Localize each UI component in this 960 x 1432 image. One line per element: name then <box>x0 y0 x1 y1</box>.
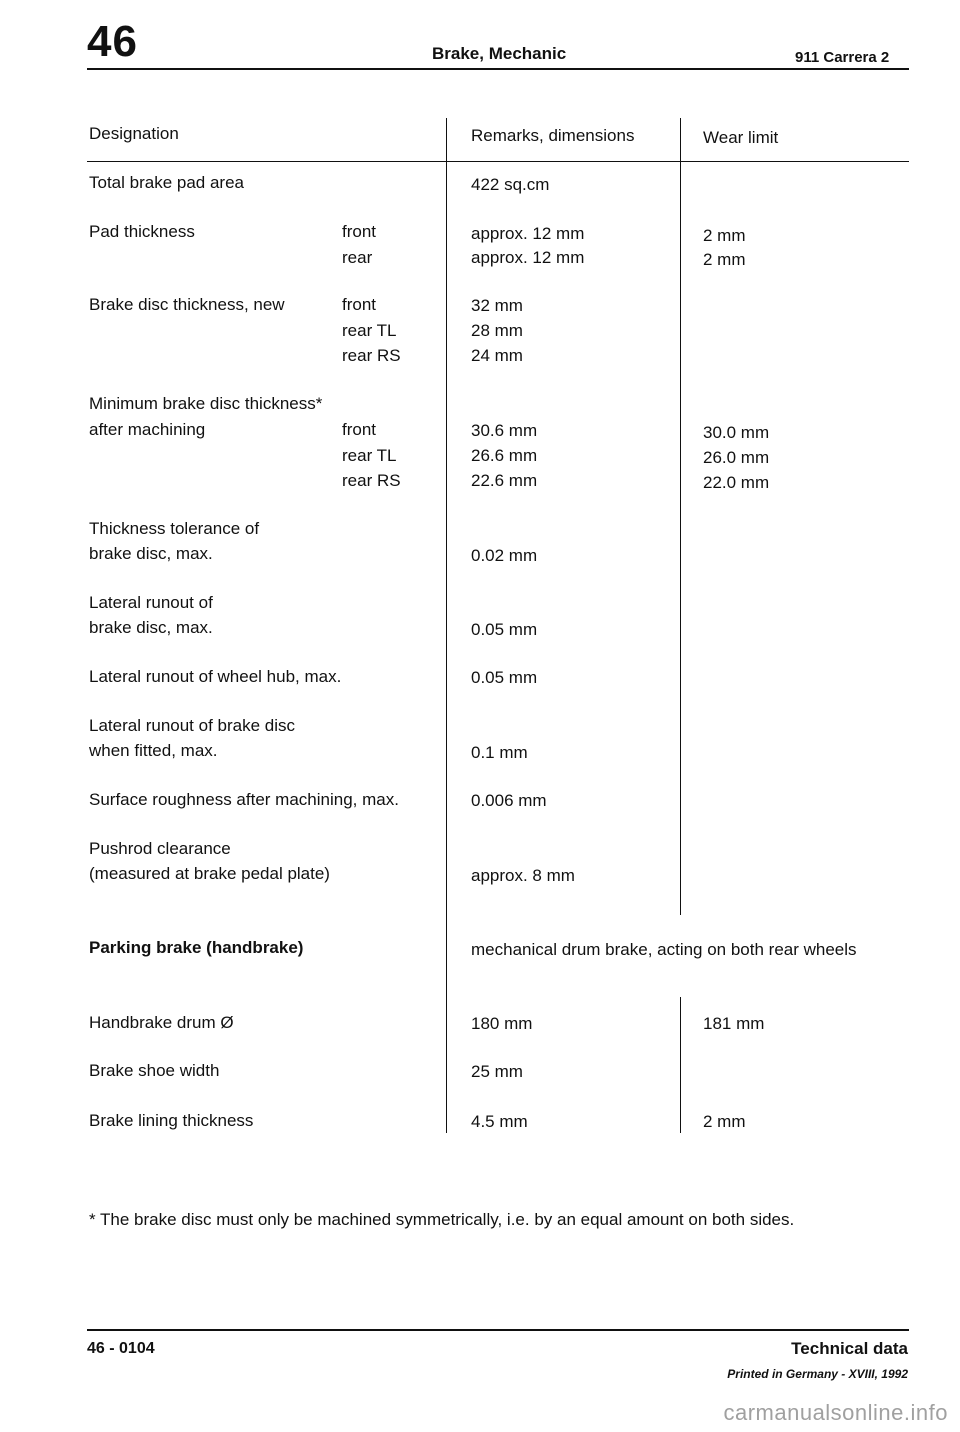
page-id: 46 - 0104 <box>87 1340 155 1357</box>
page-title: Brake, Mechanic <box>432 44 567 63</box>
position-rear-tl: rear TL <box>342 446 397 465</box>
row-label-pad-thickness: Pad thickness <box>89 222 195 241</box>
column-divider-remarks <box>446 118 447 1133</box>
column-header-designation: Designation <box>89 124 179 143</box>
footer-rule <box>87 1329 909 1331</box>
row-value-brake-lining-thickness: 4.5 mm <box>471 1112 528 1131</box>
wear-limit-pad-rear: 2 mm <box>703 250 746 269</box>
row-label-lateral-runout-hub: Lateral runout of wheel hub, max. <box>89 667 342 686</box>
row-value-min-disc-rear-rs: 22.6 mm <box>471 471 538 490</box>
column-header-remarks: Remarks, dimensions <box>471 126 635 145</box>
row-label-min-disc-thickness: Minimum brake disc thickness* <box>89 394 323 413</box>
row-value-min-disc-rear-tl: 26.6 mm <box>471 446 538 465</box>
section-number: 46 <box>87 17 138 66</box>
row-label-total-pad-area: Total brake pad area <box>89 173 244 192</box>
row-value-total-pad-area: 422 sq.cm <box>471 175 550 194</box>
column-divider-wear-lower <box>680 997 681 1133</box>
row-label-brake-shoe-width: Brake shoe width <box>89 1061 220 1080</box>
position-front: front <box>342 295 377 314</box>
wear-limit-min-disc-rear-rs: 22.0 mm <box>703 473 770 492</box>
position-rear: rear <box>342 248 373 267</box>
row-value-disc-new-rear-rs: 24 mm <box>471 346 523 365</box>
row-value-lateral-runout-disc: 0.05 mm <box>471 620 538 639</box>
position-rear-tl: rear TL <box>342 321 397 340</box>
position-front: front <box>342 420 377 439</box>
row-value-thickness-tolerance: 0.02 mm <box>471 546 538 565</box>
row-label-disc-thickness-new: Brake disc thickness, new <box>89 295 285 314</box>
position-front: front <box>342 222 377 241</box>
row-value-disc-new-front: 32 mm <box>471 296 523 315</box>
wear-limit-min-disc-rear-tl: 26.0 mm <box>703 448 770 467</box>
column-divider-wear-upper <box>680 118 681 915</box>
row-label-handbrake-drum: Handbrake drum Ø <box>89 1013 234 1032</box>
column-header-wear-limit: Wear limit <box>703 128 779 147</box>
wear-limit-pad-front: 2 mm <box>703 226 746 245</box>
row-label-min-disc-thickness-line2: after machining <box>89 420 206 439</box>
row-value-handbrake-drum: 180 mm <box>471 1014 533 1033</box>
row-value-pad-rear: approx. 12 mm <box>471 248 585 267</box>
row-label-lateral-runout-fitted-line2: when fitted, max. <box>89 741 218 760</box>
row-value-lateral-runout-fitted: 0.1 mm <box>471 743 528 762</box>
row-value-pushrod-clearance: approx. 8 mm <box>471 866 575 885</box>
row-value-lateral-runout-hub: 0.05 mm <box>471 668 538 687</box>
table-header-rule <box>87 161 909 162</box>
watermark: carmanualsonline.info <box>723 1400 948 1425</box>
position-rear-rs: rear RS <box>342 346 401 365</box>
row-label-pushrod-clearance-line2: (measured at brake pedal plate) <box>89 864 330 883</box>
wear-limit-handbrake-drum: 181 mm <box>703 1014 765 1033</box>
row-label-lateral-runout-fitted: Lateral runout of brake disc <box>89 716 296 735</box>
row-value-min-disc-front: 30.6 mm <box>471 421 538 440</box>
row-value-pad-front: approx. 12 mm <box>471 224 585 243</box>
row-label-lateral-runout-disc: Lateral runout of <box>89 593 213 612</box>
wear-limit-brake-lining-thickness: 2 mm <box>703 1112 746 1131</box>
row-label-surface-roughness: Surface roughness after machining, max. <box>89 790 399 809</box>
row-value-parking-brake: mechanical drum brake, acting on both rear wheels <box>471 940 857 959</box>
row-label-lateral-runout-disc-line2: brake disc, max. <box>89 618 213 637</box>
row-label-thickness-tolerance-line2: brake disc, max. <box>89 544 213 563</box>
row-label-parking-brake: Parking brake (handbrake) <box>89 938 304 957</box>
row-label-pushrod-clearance: Pushrod clearance <box>89 839 231 858</box>
row-value-surface-roughness: 0.006 mm <box>471 791 547 810</box>
row-value-disc-new-rear-tl: 28 mm <box>471 321 523 340</box>
footer-section: Technical data <box>791 1339 908 1358</box>
printed-note: Printed in Germany - XVIII, 1992 <box>727 1367 908 1381</box>
row-label-brake-lining-thickness: Brake lining thickness <box>89 1111 254 1130</box>
model-name: 911 Carrera 2 <box>795 49 890 66</box>
footnote: * The brake disc must only be machined symmetrically, i.e. by an equal amount on both sides. <box>89 1210 795 1229</box>
header-rule <box>87 68 909 70</box>
wear-limit-min-disc-front: 30.0 mm <box>703 423 770 442</box>
row-value-brake-shoe-width: 25 mm <box>471 1062 523 1081</box>
row-label-thickness-tolerance: Thickness tolerance of <box>89 519 260 538</box>
position-rear-rs: rear RS <box>342 471 401 490</box>
